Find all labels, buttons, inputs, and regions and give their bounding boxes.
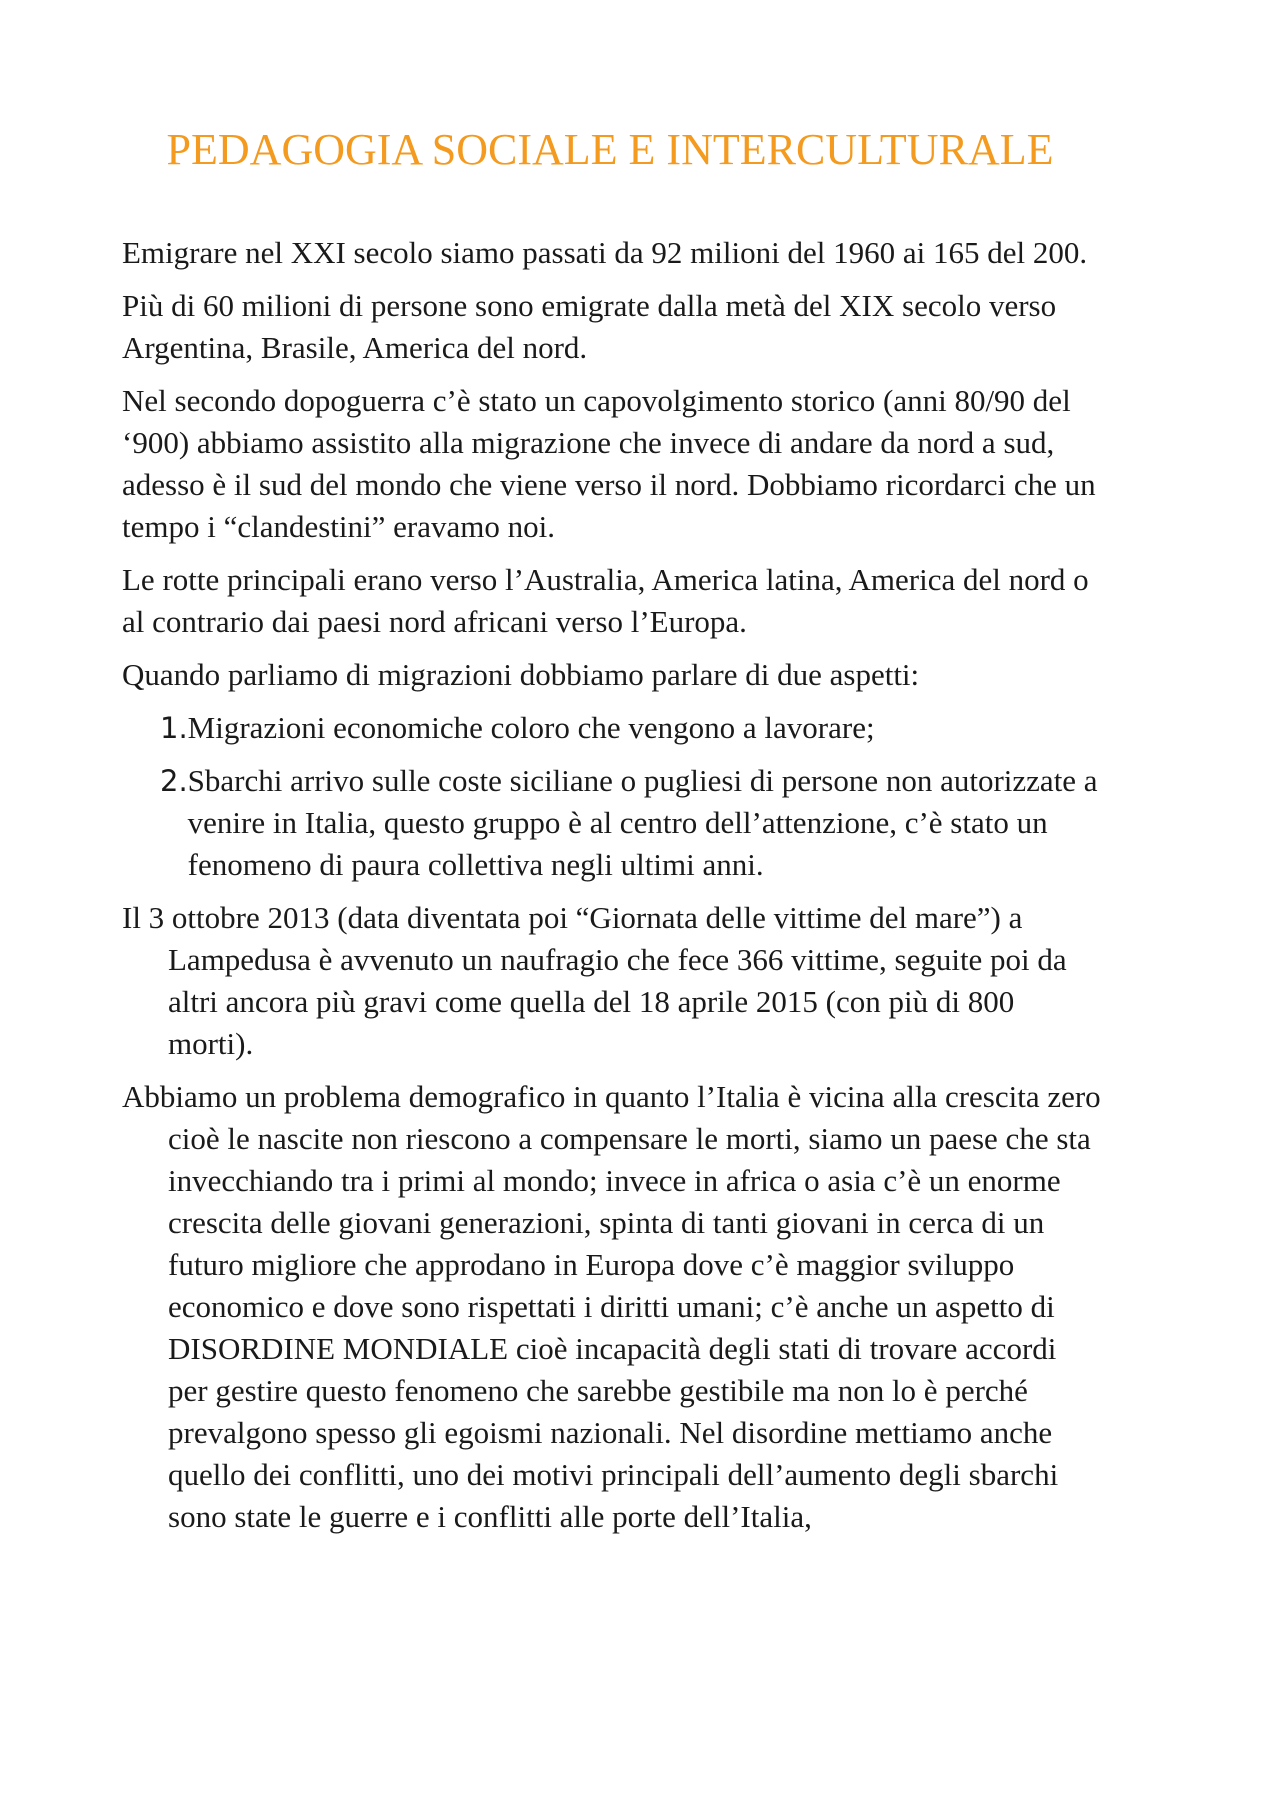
paragraph-two-aspects: Quando parliamo di migrazioni dobbiamo parlare di due aspetti: [122,657,920,692]
document-body [122,232,1102,1549]
aspects-list [122,707,1102,886]
paragraph-demographics: Abbiamo un problema demografico in quanto l’Italia è vicina alla crescita zero cioè le nascite non riescono a compensare le morti, siamo un paese che sta invecchiando tra i primi al mondo; invece in africa o asia c’è un enorme crescita delle giovani generazioni, spinta di tanti giovani in cerca di un futuro migliore che approdano in Europa dove c’è maggior sviluppo economico e dove sono rispettati i diritti umani; c’è anche un aspetto di DISORDINE MONDIALE cioè incapacità degli stati di trovare accordi per gestire questo fenomeno che sarebbe gestibile ma non lo è perché prevalgono spesso gli egoismi nazionali. Nel disordine mettiamo anche quello dei conflitti, uno dei motivi principali dell’aumento degli sbarchi sono state le guerre e i conflitti alle porte dell’Italia, [122,1079,1101,1534]
paragraph-routes: Le rotte principali erano verso l’Australia, America latina, America del nord o al contrario dai paesi nord africani verso l’Europa. [122,562,1089,639]
list-item [160,707,1102,749]
list-number: 1. [160,711,188,745]
list-item-text: Migrazioni economiche coloro che vengono a lavorare; [187,710,875,745]
paragraph-nineteenth-century: Più di 60 milioni di persone sono emigrate dalla metà del XIX secolo verso Argentina, Brasile, America del nord. [122,288,1057,365]
list-number: 2. [160,764,188,798]
paragraph-postwar: Nel secondo dopoguerra c’è stato un capovolgimento storico (anni 80/90 del ‘900) abbiamo assistito alla migrazione che invece di andare da nord a sud, adesso è il sud del mondo che viene verso il nord. Dobbiamo ricordarci che un tempo i “clandestini” eravamo noi. [122,383,1096,544]
paragraph-intro: Emigrare nel XXI secolo siamo passati da 92 milioni del 1960 ai 165 del 200. [122,235,1088,270]
list-item [160,760,1102,886]
list-item-text: Sbarchi arrivo sulle coste siciliane o pugliesi di persone non autorizzate a venire in Italia, questo gruppo è al centro dell’attenzione, c’è stato un fenomeno di paura collettiva negli ultimi anni. [187,763,1098,882]
paragraph-lampedusa: Il 3 ottobre 2013 (data diventata poi “Giornata delle vittime del mare”) a Lampedusa è avvenuto un naufragio che fece 366 vittime, seguite poi da altri ancora più gravi come quella del 18 aprile 2015 (con più di 800 morti). [122,900,1067,1061]
document-title: PEDAGOGIA SOCIALE E INTERCULTURALE [166,125,1054,174]
